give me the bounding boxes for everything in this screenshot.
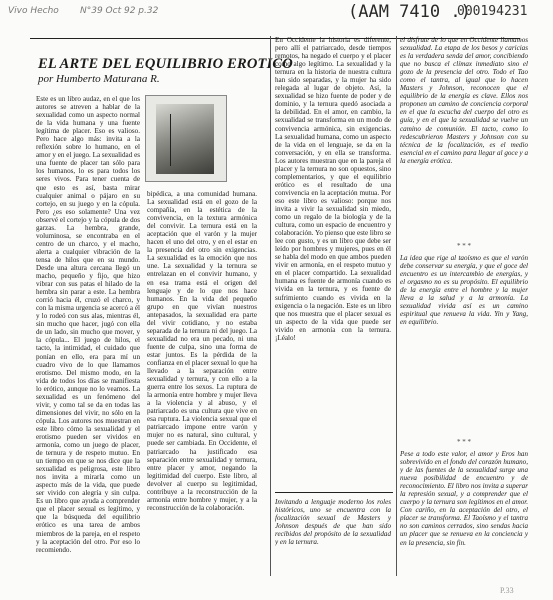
book-cover-image: [145, 95, 227, 182]
publication-header: Vivo Hecho: [8, 6, 59, 16]
column-divider-2: [396, 36, 397, 576]
article-column-4a: el disfrute de lo que en Occidente llamamos sexualidad. La etapa de los besos y caricias es la verdadera senda del amor, concibiendo que no busca el clímax inmediato sino el gozo de la presencia del otro. Todo el Tao como el tantra, al igual que lo hacen Masters y Johnson, reconocen que el equilibrio de la energía es clave. Ellos nos proponen un camino de conciencia corporal en el que la escucha del cuerpo del otro es guía, y en el que la sexualidad se vuelve un camino de comunión. El tacto, como lo redescubrieron Masters y Johnson con su técnica de la focalización, es el medio esencial en el camino para llegar al goce y a la energía erótica.: [400, 36, 528, 165]
quote-rule: [275, 492, 393, 493]
article-column-2: bipédica, a una comunidad humana. La sexualidad está en el gozo de la compañía, en la estética de la convivencia, en la textura armónica del convivir. La ternura está en la aceptación que el varón y la mujer hacen el uno del otro, y en el estar en la presencia del otro sin exigencias. La sexualidad es la emoción que nos une. La sexualidad y la ternura se entrelazan en el convivir humano, y en esa trama está el origen del lenguaje y de lo que nos hace humanos. En la vida del pequeño grupo en que vivían nuestros antepasados, la sexualidad era parte del vivir cotidiano, y no estaba separada de la ternura ni del juego. La sexualidad no era un pecado, ni una fuente de culpa, sino una forma de estar juntos. Es la pérdida de la confianza en el placer sexual lo que ha llevado a la separación entre sexualidad y ternura, y con ello a la guerra entre los sexos. La ruptura de la armonía entre hombre y mujer lleva a la violencia y al abuso, y el patriarcado es una cultura que vive en esa ruptura. La violencia sexual que el patriarcado impone entre varón y mujer no es natural, sino cultural, y puede ser cambiada. En Occidente, el patriarcado ha justificado esa separación entre sexualidad y ternura, entre placer y amor, negando la legitimidad del cuerpo. Este libro, al devolver al cuerpo su legitimidad, contribuye a la reconstrucción de la armonía entre hombre y mujer, y a la reconstrucción de la colaboración.: [147, 190, 257, 512]
serial-number: 000194231: [457, 4, 528, 19]
book-cover-shading: [156, 104, 214, 174]
issue-header: N°39 Oct 92 p.32: [80, 6, 159, 16]
article-title: EL ARTE DEL EQUILIBRIO EROTICO: [38, 56, 293, 72]
article-column-4b: La idea que rige al taoísmo es que el varón debe conservar su energía, y que el goce del encuentro es un intercambio de energías, y el orgasmo no es su propósito. El equilibrio de la energía entre el hombre y la mujer lleva a la salud y a la armonía. La sexualidad vivida así es un camino espiritual que renueva la vida. Yin y Yang, en equilibrio.: [400, 254, 528, 327]
book-cover-spine: [170, 114, 171, 166]
column-divider-1: [270, 36, 271, 576]
section-separator-2: * * *: [457, 438, 471, 446]
article-column-1: Este es un libro audaz, en el que los autores se atreven a hablar de la sexualidad como un aspecto normal de la vida humana y una fuente legítima de placer. Eso es valioso. Pero hace algo más: invita a la reflexión sobre lo humano, en el amor y en el juego. La sexualidad es una fuente de placer tan sólo para los humanos, lo es para todos los seres vivos. Para tener cuenta de que esto es así, basta mirar cualquier animal o pájaro en su cortejo, en su juego y en la cópula. Pero ¿es eso solamente? Una vez observé el cortejo y la cópula de dos garzas. La hembra, grande, voluminosa, se encontraba en el centro de un charco, y el macho, alerta a cualquier vibración de la tensa de hilos que en su mundo. Desde una altura cercana llegó un macho, pequeño y fijo, que hizo vibrar con sus patas el hilado de la hembra sin parar a este. La hembra corrió hacia él, cruzó el charco, y con la misma urgencia se acercó a él y lo rodeó con sus alas, mientras él, sin mucho que hacer, jugó con ella de un lado, sin mucho que mover, y la cópula... El juego de hilos, el tacto, la intimidad, el cuidado que ponían en ello, era para mí un cuadro vivo de lo que llamamos erotismo. Del mismo modo, en la vida de todos los días se manifiesta lo erótico, aunque no lo veamos. La sexualidad es un fenómeno del vivir, y como tal se da en todas las dimensiones del vivir, no sólo en la cópula. Los autores nos muestran en este libro cómo la sexualidad y el erotismo pueden ser vividos en armonía, como un juego de placer, de ternura y de respeto mutuo. En un tiempo en que se nos dice que la sexualidad es peligrosa, este libro nos invita a mirarla como un aspecto más de la vida, que puede ser vivido con alegría y sin culpa. Es un libro que ayuda a comprender que el placer sexual es legítimo, y que la búsqueda del equilibrio erótico es una tarea de ambos miembros de la pareja, en el respeto y la aceptación del otro. Por eso lo recomiendo.: [36, 95, 140, 554]
archive-stamp: (AAM 7410 .): [348, 2, 471, 22]
article-column-4c: Pese a todo este valor, el amor y Eros han sobrevivido en el fondo del corazón humano, y de las fuentes de la sexualidad surge una nueva posibilidad de encuentro y de reconocimiento. El libro nos invita a superar la represión sexual, y a comprender que el cuerpo y la ternura son legítimos en el amor. Con cariño, en la aceptación del otro, el placer se transforma. El Taoísmo y el tantra no son caminos cerrados, sino sendas hacia un placer que se renueva en la conciencia y en la presencia, sin fin.: [400, 450, 528, 547]
pull-quote: Invitando a lenguaje moderno los roles históricos, uno se encuentra con la focalización sexual de Masters y Johnson después de que han sido recibidos del propósito de la sexualidad y en la ternura.: [275, 498, 391, 547]
article-column-3: En Occidente la historia es diferente, pero allí el patriarcado, desde tiempos remotos, ha negado el cuerpo y el placer como algo legítimo. La sexualidad y la ternura en la historia de nuestra cultura han sido separadas, y la mujer ha sido relegada al lugar de objeto. Así, la sexualidad se hizo fuente de poder y de dominio, y la ternura quedó asociada a la debilidad. En el amor, en cambio, la sexualidad se transforma en un modo de convivencia armónica, sin exigencias. La sexualidad humana, como un aspecto de la vida en el lenguaje, se da en la conversación, y en ella se transforma. Los autores muestran que en la pareja el placer y la ternura no son opuestos, sino complementarios, y que el equilibrio erótico es el resultado de una convivencia en la aceptación mutua. Por eso este libro es valioso: porque nos invita a vivir la sexualidad sin miedo, como un regalo de la biología y de la cultura, como un espacio de encuentro y colaboración. Yo pienso que este libro se lee con gusto, y es un libro que debe ser leído por hombres y mujeres, pues en él se habla del modo en que ambos pueden vivir en armonía, en el respeto mutuo y en el placer compartido. La sexualidad humana es fuente de armonía cuando es vivida en la ternura, y es fuente de sufrimiento cuando es vivida en la exigencia o la negación. Este es un libro que nos muestra que el placer sexual es un aspecto de la vida que puede ser vivido en armonía con la ternura. ¡Léalo!: [275, 36, 391, 342]
section-separator-1: * * *: [457, 242, 471, 250]
page-number: P.33: [500, 586, 514, 595]
article-author: por Humberto Maturana R.: [38, 73, 160, 85]
